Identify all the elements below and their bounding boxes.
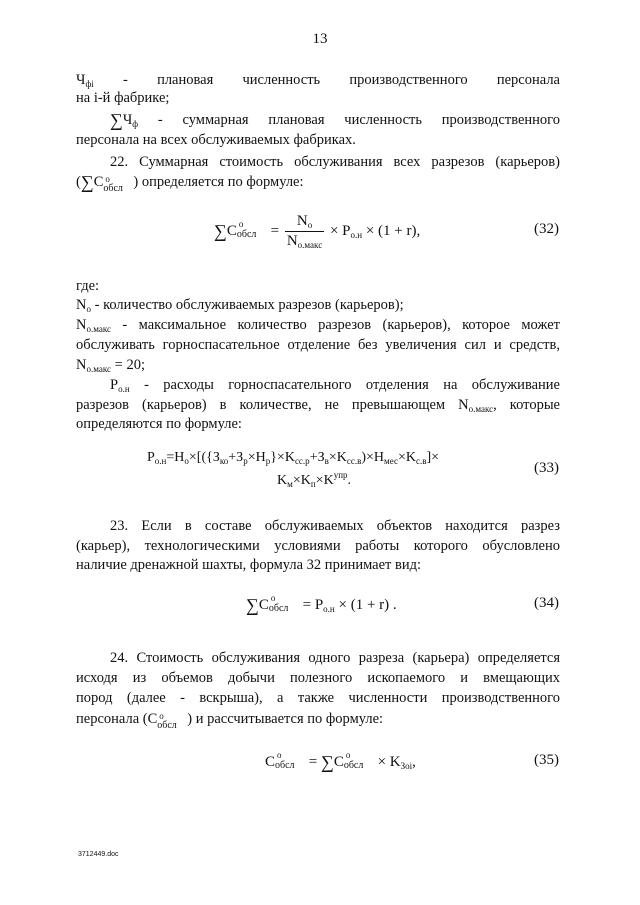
formula-33-line2: $K_м\times K_п\times K^{упр}$. (277, 470, 352, 489)
chf-text: плановая численность производственного персонала (157, 72, 560, 88)
fraction-32: $\frac{N_o}{N_{o.макс}}$ (286, 213, 323, 250)
def-sum-chf-line (110, 111, 560, 133)
formula-34: ∑C о обсл = $P_{о.н} \times (1 + r)$ . (246, 592, 397, 615)
formula-33-number: (33) (534, 460, 559, 476)
item22-line1: 22. Суммарная стоимость обслуживания всех разрезов (карьеров) (110, 154, 560, 170)
sum-chf-symbol: $\sum Ч_ф$ (110, 110, 139, 130)
where-nomax: $N_{о.макс}$ - максимальное количество разрезов (карьеров), которое может (76, 317, 560, 334)
sum-chf-text: - суммарная плановая численность производственного (157, 112, 561, 128)
where-pon: $P_{о.н}$ - расходы горноспасательного отделения на обслуживание (110, 377, 560, 394)
where-pon-line3: определяются по формуле: (76, 416, 242, 432)
formula-33-line1: $P_{о.н}=H_о\times[(\{З_{ко}+З_р\times H_р\}\times K_{сс.р}+З_в\times K_{сс.в})\times H_{мес}\times K_{с.в}]\times$ (147, 450, 440, 466)
formula-32: ∑C о обсл = $\frac{N_o}{N_{o.макс}}$ × $P_{о.н} \times (1 + r)$, (214, 213, 421, 250)
formula-35-number: (35) (534, 752, 559, 768)
page-number: 13 (312, 31, 328, 47)
item24-line3: пород (далее - вскрыша), а также численности производственного (76, 690, 560, 706)
footer-filename: 3712449.doc (78, 851, 119, 858)
item23-line3: наличие дренажной шахты, формула 32 принимает вид: (76, 557, 422, 573)
formula-35: C о обсл = ∑C о обсл × $K_{Зоi}$, (265, 749, 416, 772)
def-sum-chf-line2: персонала на всех обслуживаемых фабриках. (76, 132, 356, 148)
where-pon-line2: разрезов (карьеров) в количестве, не превышающем $N_{о.макс}$, которые (76, 397, 560, 414)
formula-32-number: (32) (534, 221, 559, 237)
where-label: где: (76, 278, 100, 294)
item23-line2: (карьер), технологическими условиями работы которого обусловлено (76, 538, 560, 554)
item24-line2: исходя из объемов добычи полезного ископаемого и вмещающих (76, 670, 560, 686)
def-chf-line2: на i-й фабрике; (76, 90, 170, 106)
formula-34-number: (34) (534, 595, 559, 611)
item22-line2: (∑C о обсл ) определяется по формуле: (76, 172, 304, 194)
where-no: $N_о$ - количество обслуживаемых разрезов (карьеров); (76, 297, 404, 314)
chf-dash: - (123, 72, 128, 88)
item24-line1: 24. Стоимость обслуживания одного разреза (карьера) определяется (110, 650, 560, 666)
item24-line4: персонала (C о обсл ) и рассчитывается по формуле: (76, 710, 384, 731)
item23-line1: 23. Если в составе обслуживаемых объектов находится разрез (110, 518, 560, 534)
chf-symbol: $Ч_{фi}$ (76, 72, 94, 89)
where-nomax-line3: $N_{о.макс} = 20$; (76, 357, 145, 374)
where-nomax-line2: обслуживать горноспасательное отделение без увеличения сил и средств, (76, 337, 560, 353)
